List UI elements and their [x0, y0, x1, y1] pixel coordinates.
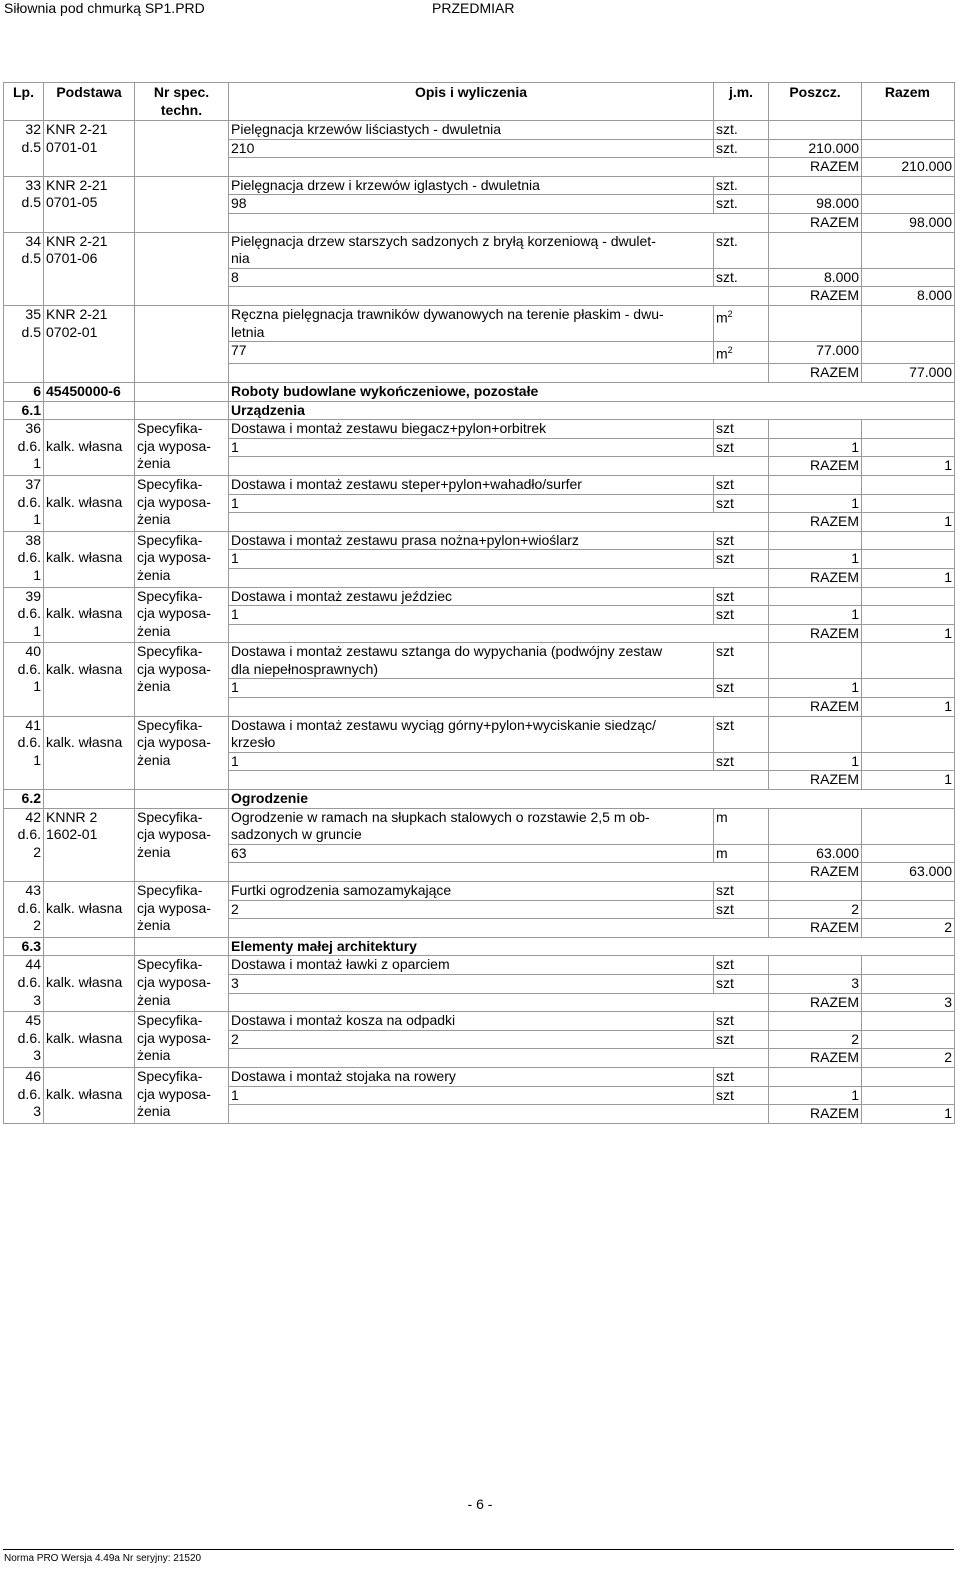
calc-unit: szt: [714, 900, 769, 919]
section-title: Ogrodzenie: [229, 790, 955, 809]
total-value: 98.000: [862, 213, 955, 232]
calc-unit: szt: [714, 1086, 769, 1105]
position-basis: KNNR 2 1602-01: [44, 808, 135, 881]
position-basis: kalk. własna: [44, 643, 135, 716]
col-header-podstawa: Podstawa: [44, 83, 135, 121]
calc-expression: 1: [229, 1086, 714, 1105]
empty-cell: [862, 643, 955, 679]
position-spec: [135, 232, 229, 305]
position-spec: Specyfika- cja wyposa- żenia: [135, 475, 229, 531]
calc-expression: 1: [229, 752, 714, 771]
col-header-razem: Razem: [862, 83, 955, 121]
empty-cell: [862, 1067, 955, 1086]
col-header-jm: j.m.: [714, 83, 769, 121]
empty-cell: [229, 1049, 769, 1068]
position-unit: szt: [714, 475, 769, 494]
position-number: 40 d.6. 1: [4, 643, 44, 716]
position-description: Furtki ogrodzenia samozamykające: [229, 882, 714, 901]
position-basis: kalk. własna: [44, 587, 135, 643]
calc-unit: szt: [714, 606, 769, 625]
empty-cell: [862, 342, 955, 364]
position-unit: szt.: [714, 176, 769, 195]
calc-unit: szt: [714, 752, 769, 771]
calc-expression: 1: [229, 606, 714, 625]
empty-cell: [862, 176, 955, 195]
empty-cell: [769, 420, 862, 439]
calc-value: 1: [769, 494, 862, 513]
position-spec: [135, 176, 229, 232]
calc-expression: 98: [229, 195, 714, 214]
position-spec: Specyfika- cja wyposa- żenia: [135, 643, 229, 716]
empty-cell: [769, 956, 862, 975]
calc-value: 1: [769, 752, 862, 771]
position-spec: Specyfika- cja wyposa- żenia: [135, 587, 229, 643]
empty-cell: [862, 1030, 955, 1049]
section-title: Urządzenia: [229, 401, 955, 420]
position-unit: m: [714, 808, 769, 844]
table-row: [4, 808, 955, 844]
empty-cell: [862, 752, 955, 771]
calc-unit: szt: [714, 679, 769, 698]
position-basis: kalk. własna: [44, 882, 135, 938]
empty-cell: [862, 974, 955, 993]
position-description: Dostawa i montaż zestawu biegacz+pylon+orbitrek: [229, 420, 714, 439]
position-number: 38 d.6. 1: [4, 531, 44, 587]
total-value: 1: [862, 771, 955, 790]
position-spec: Specyfika- cja wyposa- żenia: [135, 716, 229, 789]
total-label: RAZEM: [769, 919, 862, 938]
empty-cell: [862, 475, 955, 494]
table-row: [4, 475, 955, 494]
empty-cell: [862, 420, 955, 439]
position-unit: szt: [714, 1067, 769, 1086]
empty-cell: [229, 993, 769, 1012]
empty-cell: [769, 121, 862, 140]
empty-cell: [229, 287, 769, 306]
position-number: 44 d.6. 3: [4, 956, 44, 1012]
table-row: [4, 420, 955, 439]
software-footer: Norma PRO Wersja 4.49a Nr seryjny: 21520: [4, 1553, 202, 1564]
empty-cell: [862, 531, 955, 550]
position-spec: [135, 305, 229, 382]
position-description: Ręczna pielęgnacja trawników dywanowych na terenie płaskim - dwu- letnia: [229, 305, 714, 341]
position-description: Dostawa i montaż zestawu sztanga do wypychania (podwójny zestaw dla niepełnosprawnych): [229, 643, 714, 679]
total-label: RAZEM: [769, 287, 862, 306]
section-code: 45450000-6: [44, 382, 135, 401]
empty-cell: [862, 844, 955, 863]
section-spacer: [135, 401, 229, 420]
section-spacer: [135, 937, 229, 956]
empty-cell: [862, 268, 955, 287]
position-unit: szt: [714, 1012, 769, 1031]
col-header-nr-spec: Nr spec. techn.: [135, 83, 229, 121]
calc-value: 1: [769, 438, 862, 457]
total-value: 2: [862, 919, 955, 938]
calc-value: 2: [769, 900, 862, 919]
empty-cell: [862, 1086, 955, 1105]
position-description: Dostawa i montaż zestawu jeździec: [229, 587, 714, 606]
position-unit: $m^2$: [714, 305, 769, 341]
calc-unit: szt: [714, 550, 769, 569]
position-unit: szt.: [714, 121, 769, 140]
position-number: 39 d.6. 1: [4, 587, 44, 643]
section-title: Roboty budowlane wykończeniowe, pozostałe: [229, 382, 955, 401]
total-value: 210.000: [862, 158, 955, 177]
empty-cell: [862, 808, 955, 844]
empty-cell: [769, 475, 862, 494]
section-code: [44, 401, 135, 420]
calc-value: 1: [769, 606, 862, 625]
section-number: 6.2: [4, 790, 44, 809]
position-description: Dostawa i montaż stojaka na rowery: [229, 1067, 714, 1086]
calc-value: 1: [769, 1086, 862, 1105]
position-spec: Specyfika- cja wyposa- żenia: [135, 1012, 229, 1068]
total-label: RAZEM: [769, 364, 862, 383]
position-number: 43 d.6. 2: [4, 882, 44, 938]
total-label: RAZEM: [769, 771, 862, 790]
empty-cell: [229, 457, 769, 476]
empty-cell: [862, 195, 955, 214]
position-spec: Specyfika- cja wyposa- żenia: [135, 1067, 229, 1123]
empty-cell: [862, 305, 955, 341]
position-number: 41 d.6. 1: [4, 716, 44, 789]
table-row: [4, 1012, 955, 1031]
empty-cell: [862, 900, 955, 919]
position-number: 36 d.6. 1: [4, 420, 44, 476]
empty-cell: [769, 716, 862, 752]
total-value: 1: [862, 624, 955, 643]
table-row: [4, 716, 955, 752]
position-number: 45 d.6. 3: [4, 1012, 44, 1068]
table-row: [4, 176, 955, 195]
position-description: Pielęgnacja krzewów liściastych - dwuletnia: [229, 121, 714, 140]
footer-divider: [3, 1549, 954, 1550]
total-value: 3: [862, 993, 955, 1012]
section-code: [44, 790, 135, 809]
empty-cell: [862, 587, 955, 606]
section-row: [4, 790, 955, 809]
empty-cell: [229, 624, 769, 643]
total-label: RAZEM: [769, 513, 862, 532]
table-row: [4, 1067, 955, 1086]
position-basis: KNR 2-21 0701-05: [44, 176, 135, 232]
calc-expression: 77: [229, 342, 714, 364]
position-number: 42 d.6. 2: [4, 808, 44, 881]
position-basis: KNR 2-21 0701-06: [44, 232, 135, 305]
total-value: 63.000: [862, 863, 955, 882]
total-label: RAZEM: [769, 993, 862, 1012]
empty-cell: [862, 550, 955, 569]
total-label: RAZEM: [769, 457, 862, 476]
position-basis: kalk. własna: [44, 475, 135, 531]
position-description: Dostawa i montaż zestawu steper+pylon+wahadło/surfer: [229, 475, 714, 494]
calc-value: 3: [769, 974, 862, 993]
calc-value: 98.000: [769, 195, 862, 214]
position-spec: Specyfika- cja wyposa- żenia: [135, 420, 229, 476]
empty-cell: [862, 139, 955, 158]
position-description: Dostawa i montaż kosza na odpadki: [229, 1012, 714, 1031]
calc-expression: 1: [229, 679, 714, 698]
section-number: 6.3: [4, 937, 44, 956]
col-header-lp: Lp.: [4, 83, 44, 121]
calc-unit: m: [714, 844, 769, 863]
table-row: [4, 587, 955, 606]
table-body: [4, 121, 955, 1124]
position-description: Dostawa i montaż zestawu wyciąg górny+pylon+wyciskanie siedząc/ krzesło: [229, 716, 714, 752]
section-code: [44, 937, 135, 956]
position-basis: kalk. własna: [44, 956, 135, 1012]
empty-cell: [229, 919, 769, 938]
empty-cell: [769, 882, 862, 901]
total-value: 1: [862, 1105, 955, 1124]
empty-cell: [229, 698, 769, 717]
position-description: Pielęgnacja drzew starszych sadzonych z bryłą korzeniową - dwulet- nia: [229, 232, 714, 268]
table-row: [4, 121, 955, 140]
empty-cell: [229, 771, 769, 790]
empty-cell: [229, 364, 769, 383]
table-row: [4, 531, 955, 550]
position-spec: Specyfika- cja wyposa- żenia: [135, 531, 229, 587]
empty-cell: [862, 121, 955, 140]
position-spec: [135, 121, 229, 177]
col-header-opis: Opis i wyliczenia: [229, 83, 714, 121]
empty-cell: [229, 158, 769, 177]
calc-value: 77.000: [769, 342, 862, 364]
empty-cell: [769, 531, 862, 550]
position-number: 34 d.5: [4, 232, 44, 305]
empty-cell: [862, 606, 955, 625]
section-number: 6: [4, 382, 44, 401]
table-row: [4, 643, 955, 679]
position-description: Ogrodzenie w ramach na słupkach stalowych o rozstawie 2,5 m ob- sadzonych w gruncie: [229, 808, 714, 844]
calc-expression: 3: [229, 974, 714, 993]
col-header-poszcz: Poszcz.: [769, 83, 862, 121]
total-value: 1: [862, 513, 955, 532]
empty-cell: [229, 863, 769, 882]
position-unit: szt: [714, 956, 769, 975]
empty-cell: [229, 513, 769, 532]
position-spec: Specyfika- cja wyposa- żenia: [135, 882, 229, 938]
calc-unit: szt.: [714, 139, 769, 158]
calc-expression: 8: [229, 268, 714, 287]
empty-cell: [769, 305, 862, 341]
total-label: RAZEM: [769, 624, 862, 643]
calc-value: 1: [769, 679, 862, 698]
total-value: 8.000: [862, 287, 955, 306]
table-row: [4, 232, 955, 268]
empty-cell: [862, 716, 955, 752]
section-row: [4, 937, 955, 956]
calc-value: 210.000: [769, 139, 862, 158]
empty-cell: [229, 213, 769, 232]
empty-cell: [229, 568, 769, 587]
section-row: [4, 401, 955, 420]
empty-cell: [769, 1012, 862, 1031]
calc-unit: szt.: [714, 195, 769, 214]
section-spacer: [135, 382, 229, 401]
total-value: 1: [862, 568, 955, 587]
position-description: Dostawa i montaż zestawu prasa nożna+pylon+wioślarz: [229, 531, 714, 550]
calc-unit: $m^2$: [714, 342, 769, 364]
table-row: [4, 882, 955, 901]
total-label: RAZEM: [769, 213, 862, 232]
position-unit: szt: [714, 420, 769, 439]
empty-cell: [862, 956, 955, 975]
empty-cell: [229, 1105, 769, 1124]
position-unit: szt: [714, 643, 769, 679]
position-number: 46 d.6. 3: [4, 1067, 44, 1123]
empty-cell: [769, 643, 862, 679]
table-header-row: [4, 83, 955, 121]
section-spacer: [135, 790, 229, 809]
calc-unit: szt: [714, 974, 769, 993]
document-title: PRZEDMIAR: [432, 0, 515, 16]
calc-unit: szt.: [714, 268, 769, 287]
calc-expression: 1: [229, 438, 714, 457]
empty-cell: [862, 882, 955, 901]
page-header: [0, 0, 960, 16]
table-row: [4, 956, 955, 975]
total-label: RAZEM: [769, 698, 862, 717]
position-number: 35 d.5: [4, 305, 44, 382]
position-basis: kalk. własna: [44, 1012, 135, 1068]
position-number: 37 d.6. 1: [4, 475, 44, 531]
position-number: 32 d.5: [4, 121, 44, 177]
section-row: [4, 382, 955, 401]
section-title: Elementy małej architektury: [229, 937, 955, 956]
total-label: RAZEM: [769, 158, 862, 177]
position-unit: szt: [714, 716, 769, 752]
empty-cell: [769, 232, 862, 268]
empty-cell: [769, 587, 862, 606]
empty-cell: [862, 679, 955, 698]
position-spec: Specyfika- cja wyposa- żenia: [135, 808, 229, 881]
project-file-name: Siłownia pod chmurką SP1.PRD: [4, 0, 205, 16]
calc-expression: 2: [229, 1030, 714, 1049]
page-number: - 6 -: [467, 1496, 493, 1512]
calc-value: 1: [769, 550, 862, 569]
position-unit: szt: [714, 882, 769, 901]
calc-expression: 1: [229, 550, 714, 569]
empty-cell: [769, 176, 862, 195]
total-label: RAZEM: [769, 568, 862, 587]
position-basis: KNR 2-21 0701-01: [44, 121, 135, 177]
calc-value: 8.000: [769, 268, 862, 287]
empty-cell: [769, 1067, 862, 1086]
calc-value: 63.000: [769, 844, 862, 863]
position-description: Dostawa i montaż ławki z oparciem: [229, 956, 714, 975]
total-value: 1: [862, 457, 955, 476]
position-basis: kalk. własna: [44, 531, 135, 587]
calc-unit: szt: [714, 494, 769, 513]
empty-cell: [862, 494, 955, 513]
calc-value: 2: [769, 1030, 862, 1049]
total-label: RAZEM: [769, 1105, 862, 1124]
position-number: 33 d.5: [4, 176, 44, 232]
total-value: 2: [862, 1049, 955, 1068]
calc-expression: 2: [229, 900, 714, 919]
position-basis: kalk. własna: [44, 716, 135, 789]
empty-cell: [862, 1012, 955, 1031]
calc-unit: szt: [714, 1030, 769, 1049]
position-spec: Specyfika- cja wyposa- żenia: [135, 956, 229, 1012]
table-row: [4, 305, 955, 341]
total-value: 1: [862, 698, 955, 717]
position-description: Pielęgnacja drzew i krzewów iglastych - dwuletnia: [229, 176, 714, 195]
total-label: RAZEM: [769, 863, 862, 882]
calc-expression: 210: [229, 139, 714, 158]
empty-cell: [862, 438, 955, 457]
position-unit: szt: [714, 531, 769, 550]
position-unit: szt: [714, 587, 769, 606]
position-basis: KNR 2-21 0702-01: [44, 305, 135, 382]
calc-unit: szt: [714, 438, 769, 457]
calc-expression: 1: [229, 494, 714, 513]
total-label: RAZEM: [769, 1049, 862, 1068]
position-basis: kalk. własna: [44, 1067, 135, 1123]
empty-cell: [862, 232, 955, 268]
total-value: 77.000: [862, 364, 955, 383]
position-unit: szt.: [714, 232, 769, 268]
section-number: 6.1: [4, 401, 44, 420]
position-basis: kalk. własna: [44, 420, 135, 476]
estimate-table: [3, 82, 955, 1124]
empty-cell: [769, 808, 862, 844]
calc-expression: 63: [229, 844, 714, 863]
